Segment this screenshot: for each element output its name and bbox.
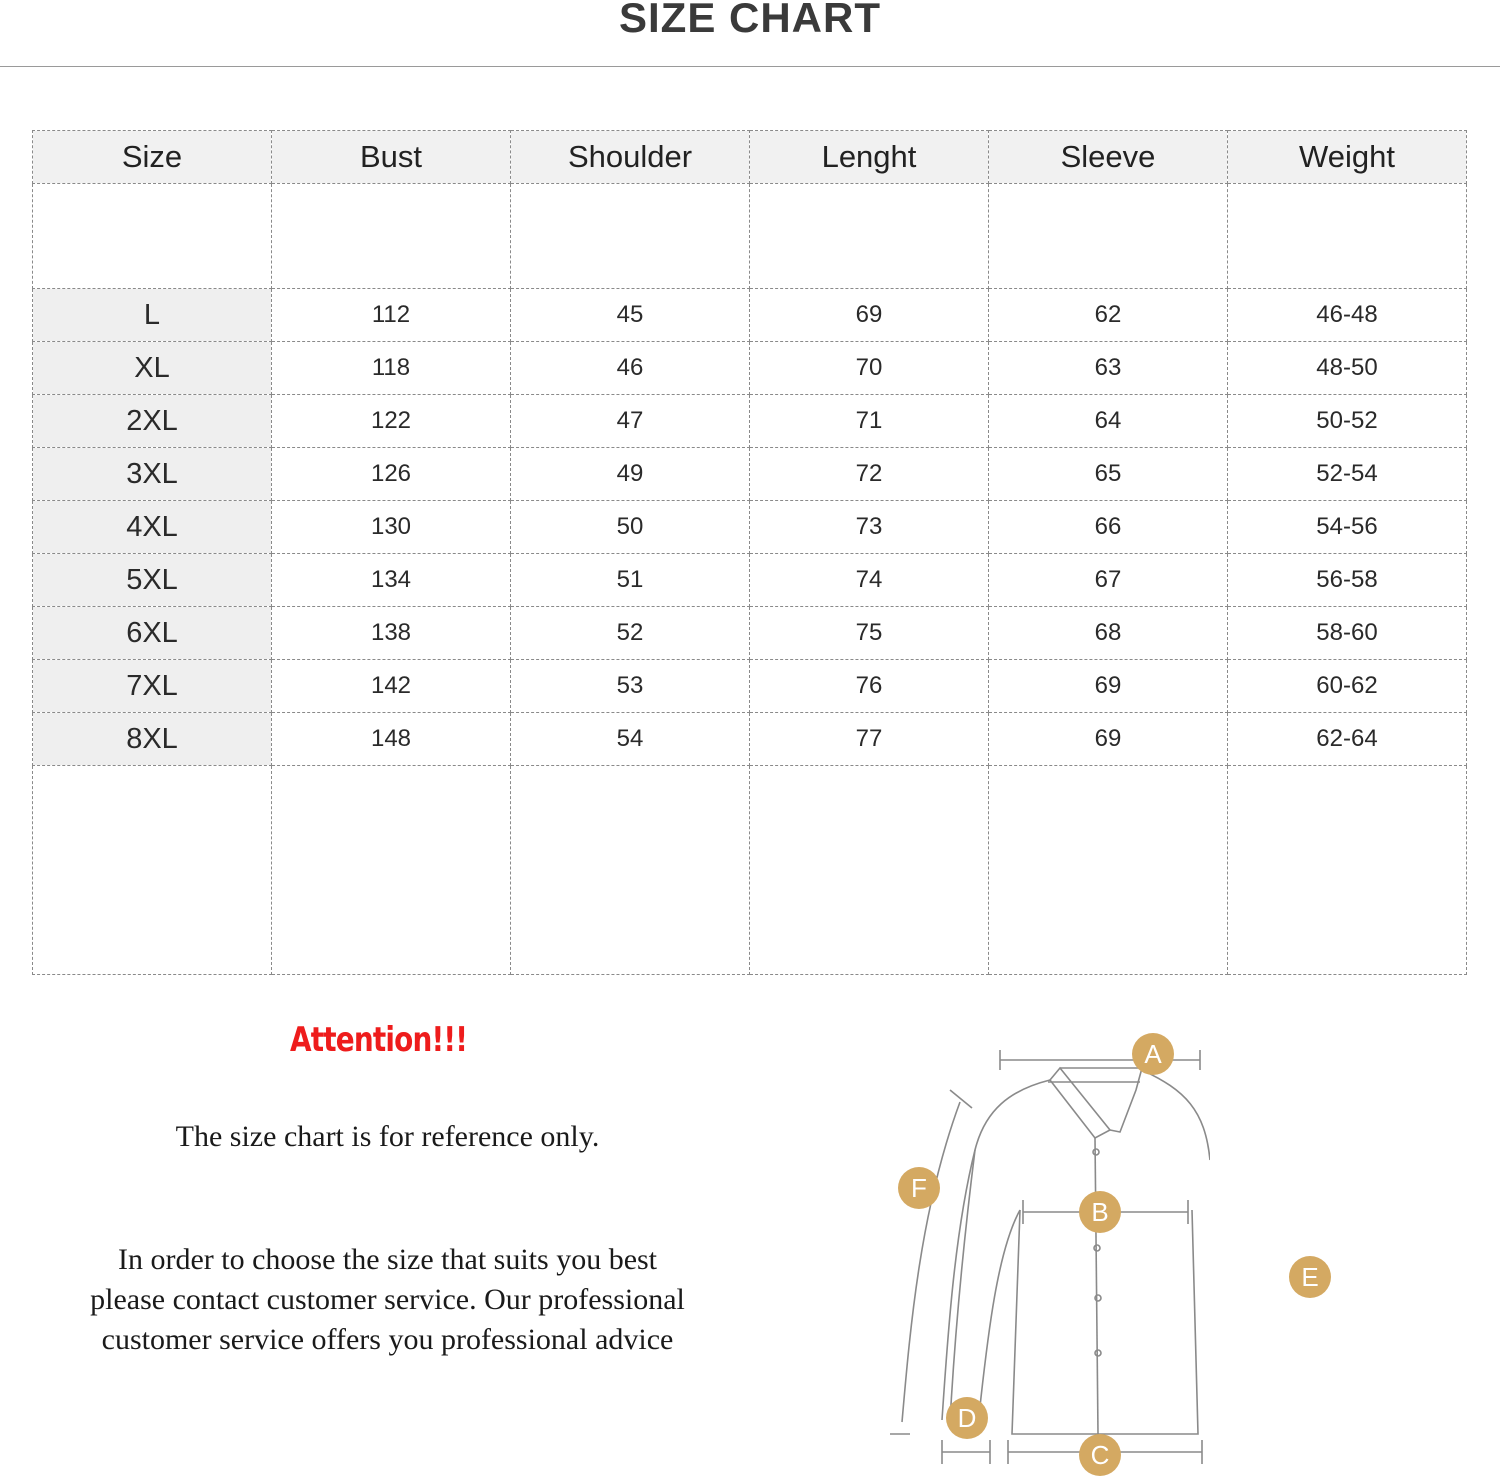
table-cell xyxy=(750,766,989,975)
column-header-length: Lenght xyxy=(750,131,989,184)
table-cell xyxy=(511,766,750,975)
advice-line: customer service offers you professional advice xyxy=(101,1323,674,1356)
weight-cell: 60-62 xyxy=(1228,660,1467,713)
column-header-size: Size xyxy=(33,131,272,184)
weight-cell: 52-54 xyxy=(1228,448,1467,501)
attention-heading: Attention!!! xyxy=(290,1020,468,1060)
column-header-sleeve: Sleeve xyxy=(989,131,1228,184)
size-cell: 7XL xyxy=(33,660,272,713)
weight-cell: 46-48 xyxy=(1228,289,1467,342)
bust-cell: 112 xyxy=(272,289,511,342)
shoulder-cell: 54 xyxy=(511,713,750,766)
size-cell: 5XL xyxy=(33,554,272,607)
marker-c-label: C xyxy=(1090,1440,1110,1470)
table-row xyxy=(33,660,1467,713)
blank-row xyxy=(33,766,1467,975)
column-header-shoulder: Shoulder xyxy=(511,131,750,184)
table-cell xyxy=(1228,184,1467,289)
table-row xyxy=(33,289,1467,342)
reference-note: The size chart is for reference only. xyxy=(175,1120,600,1153)
table-row xyxy=(33,342,1467,395)
size-cell: L xyxy=(33,289,272,342)
bust-cell: 134 xyxy=(272,554,511,607)
size-chart-table xyxy=(32,130,1467,975)
length-cell: 76 xyxy=(750,660,989,713)
shoulder-cell: 47 xyxy=(511,395,750,448)
sleeve-cell: 67 xyxy=(989,554,1228,607)
marker-f-label: F xyxy=(911,1173,927,1203)
sleeve-cell: 64 xyxy=(989,395,1228,448)
table-cell xyxy=(989,184,1228,289)
bust-cell: 126 xyxy=(272,448,511,501)
size-cell: 2XL xyxy=(33,395,272,448)
sleeve-cell: 62 xyxy=(989,289,1228,342)
sleeve-cell: 63 xyxy=(989,342,1228,395)
marker-a-label: A xyxy=(1144,1039,1162,1069)
table-header-row xyxy=(33,131,1467,184)
advice-note xyxy=(20,1240,755,1360)
length-cell: 74 xyxy=(750,554,989,607)
table-row xyxy=(33,395,1467,448)
shoulder-cell: 50 xyxy=(511,501,750,554)
shoulder-cell: 49 xyxy=(511,448,750,501)
shoulder-cell: 53 xyxy=(511,660,750,713)
length-cell: 77 xyxy=(750,713,989,766)
table-cell xyxy=(1228,766,1467,975)
marker-d-label: D xyxy=(957,1403,977,1433)
bust-cell: 122 xyxy=(272,395,511,448)
sleeve-cell: 69 xyxy=(989,713,1228,766)
bust-cell: 118 xyxy=(272,342,511,395)
table-row xyxy=(33,713,1467,766)
column-header-weight: Weight xyxy=(1228,131,1467,184)
sleeve-cell: 65 xyxy=(989,448,1228,501)
blank-row xyxy=(33,184,1467,289)
table-cell xyxy=(272,766,511,975)
shoulder-cell: 46 xyxy=(511,342,750,395)
column-header-bust: Bust xyxy=(272,131,511,184)
length-cell: 69 xyxy=(750,289,989,342)
weight-cell: 58-60 xyxy=(1228,607,1467,660)
sleeve-cell: 68 xyxy=(989,607,1228,660)
marker-e-label: E xyxy=(1301,1262,1319,1292)
weight-cell: 62-64 xyxy=(1228,713,1467,766)
size-cell: 4XL xyxy=(33,501,272,554)
table-row xyxy=(33,554,1467,607)
title-divider xyxy=(0,66,1500,67)
table-cell xyxy=(750,184,989,289)
size-cell: 6XL xyxy=(33,607,272,660)
advice-line: In order to choose the size that suits you best xyxy=(117,1243,658,1276)
size-cell: 8XL xyxy=(33,713,272,766)
bust-cell: 148 xyxy=(272,713,511,766)
marker-e xyxy=(1280,1247,1340,1307)
weight-cell: 50-52 xyxy=(1228,395,1467,448)
shoulder-cell: 52 xyxy=(511,607,750,660)
length-cell: 75 xyxy=(750,607,989,660)
weight-cell: 48-50 xyxy=(1228,342,1467,395)
page-title: SIZE CHART xyxy=(619,0,881,41)
weight-cell: 54-56 xyxy=(1228,501,1467,554)
weight-cell: 56-58 xyxy=(1228,554,1467,607)
length-cell: 71 xyxy=(750,395,989,448)
table-row xyxy=(33,448,1467,501)
shoulder-cell: 51 xyxy=(511,554,750,607)
length-cell: 72 xyxy=(750,448,989,501)
length-cell: 70 xyxy=(750,342,989,395)
bust-cell: 142 xyxy=(272,660,511,713)
table-cell xyxy=(33,766,272,975)
table-cell xyxy=(272,184,511,289)
length-cell: 73 xyxy=(750,501,989,554)
size-cell: 3XL xyxy=(33,448,272,501)
shoulder-cell: 45 xyxy=(511,289,750,342)
table-cell xyxy=(989,766,1228,975)
table-row xyxy=(33,607,1467,660)
bust-cell: 130 xyxy=(272,501,511,554)
size-cell: XL xyxy=(33,342,272,395)
measurement-markers xyxy=(880,1030,1210,1480)
table-cell xyxy=(511,184,750,289)
shirt-measurement-diagram xyxy=(880,1030,1210,1480)
table-row xyxy=(33,501,1467,554)
bust-cell: 138 xyxy=(272,607,511,660)
marker-b-label: B xyxy=(1091,1197,1109,1227)
sleeve-cell: 69 xyxy=(989,660,1228,713)
sleeve-cell: 66 xyxy=(989,501,1228,554)
table-cell xyxy=(33,184,272,289)
advice-line: please contact customer service. Our professional xyxy=(90,1283,685,1316)
